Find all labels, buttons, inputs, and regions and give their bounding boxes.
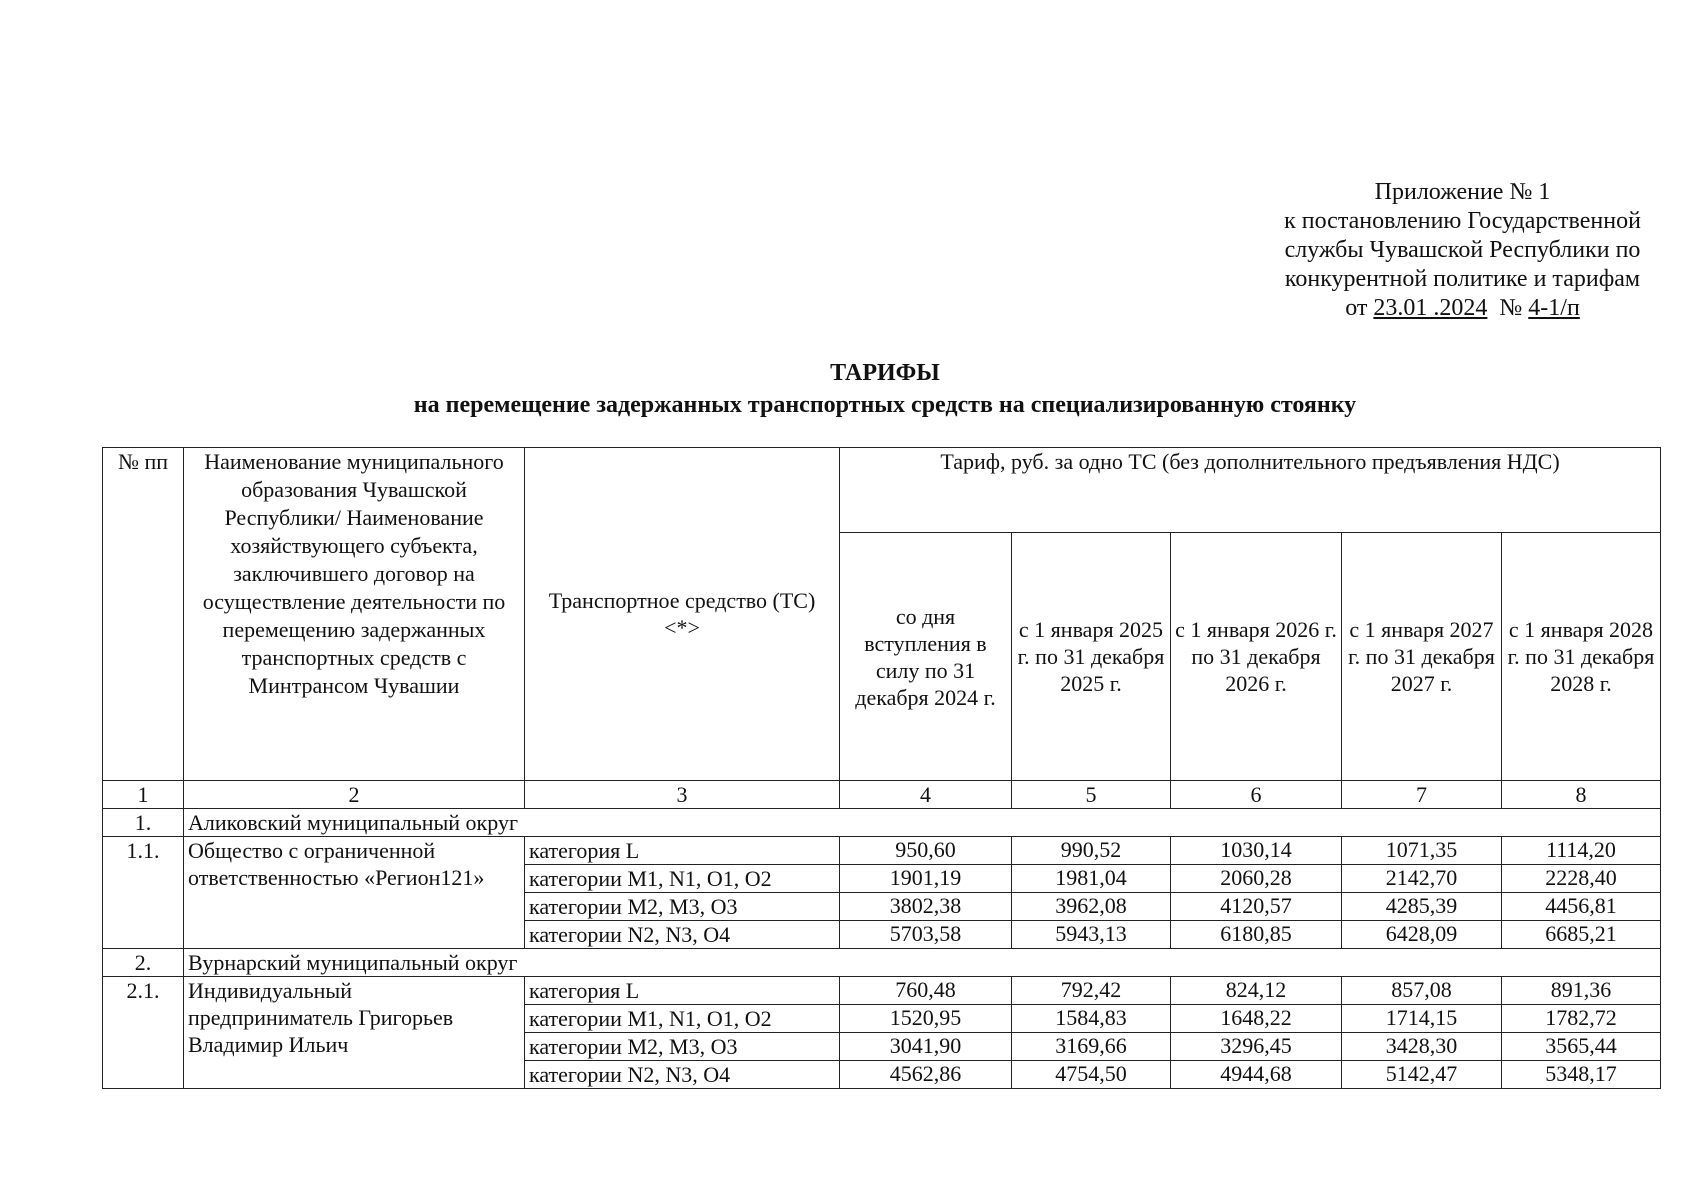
vehicle-category: категория L bbox=[525, 977, 840, 1005]
column-number-row bbox=[103, 781, 1661, 809]
tariff-value: 6685,21 bbox=[1502, 921, 1661, 949]
entity-name: Общество с ограниченной ответственностью «Регион121» bbox=[184, 837, 525, 949]
column-number: 8 bbox=[1502, 781, 1661, 809]
tariff-value: 6180,85 bbox=[1171, 921, 1342, 949]
section-row bbox=[103, 949, 1661, 977]
column-number: 2 bbox=[184, 781, 525, 809]
document-date: 23.01 .2024 bbox=[1373, 295, 1488, 321]
document-number: 4-1/п bbox=[1528, 295, 1580, 321]
column-number: 3 bbox=[525, 781, 840, 809]
header-period-5: с 1 января 2028 г. по 31 декабря 2028 г. bbox=[1502, 533, 1661, 781]
document-title: ТАРИФЫ bbox=[830, 360, 940, 386]
tariff-value: 1981,04 bbox=[1012, 865, 1171, 893]
vehicle-category: категории N2, N3, O4 bbox=[525, 1061, 840, 1089]
tariff-value: 2060,28 bbox=[1171, 865, 1342, 893]
tariff-value: 1520,95 bbox=[840, 1005, 1012, 1033]
header-num: № пп bbox=[103, 448, 184, 781]
column-number: 6 bbox=[1171, 781, 1342, 809]
tariff-value: 5703,58 bbox=[840, 921, 1012, 949]
tariff-value: 1584,83 bbox=[1012, 1005, 1171, 1033]
appendix-line-1: Приложение № 1 bbox=[1374, 179, 1551, 205]
header-name: Наименование муниципального образования Чувашской Республики/ Наименование хозяйствующего субъекта, заключившего договор на осуществление деятельности по перемещению задержанных транспортных средств с Минтрансом Чувашии bbox=[184, 448, 525, 781]
date-prefix: от bbox=[1345, 295, 1368, 321]
tariff-value: 857,08 bbox=[1342, 977, 1502, 1005]
column-number: 1 bbox=[103, 781, 184, 809]
tariff-value: 4285,39 bbox=[1342, 893, 1502, 921]
table-row bbox=[103, 977, 1661, 1005]
vehicle-category: категории M1, N1, O1, O2 bbox=[525, 865, 840, 893]
tariff-value: 4120,57 bbox=[1171, 893, 1342, 921]
vehicle-category: категория L bbox=[525, 837, 840, 865]
tariff-value: 792,42 bbox=[1012, 977, 1171, 1005]
entity-num: 2.1. bbox=[103, 977, 184, 1089]
header-period-1: со дня вступления в силу по 31 декабря 2024 г. bbox=[840, 533, 1012, 781]
tariff-table bbox=[102, 447, 1661, 1089]
tariff-value: 891,36 bbox=[1502, 977, 1661, 1005]
header-vehicle: Транспортное средство (ТС) <*> bbox=[525, 448, 840, 781]
entity-num: 1.1. bbox=[103, 837, 184, 949]
header-tariff: Тариф, руб. за одно ТС (без дополнительного предъявления НДС) bbox=[840, 448, 1661, 533]
tariff-value: 760,48 bbox=[840, 977, 1012, 1005]
tariff-value: 950,60 bbox=[840, 837, 1012, 865]
document-subtitle: на перемещение задержанных транспортных средств на специализированную стоянку bbox=[413, 392, 1357, 418]
tariff-value: 1114,20 bbox=[1502, 837, 1661, 865]
column-number: 4 bbox=[840, 781, 1012, 809]
section-name: Аликовский муниципальный округ bbox=[184, 809, 1661, 837]
tariff-value: 824,12 bbox=[1171, 977, 1342, 1005]
tariff-value: 3428,30 bbox=[1342, 1033, 1502, 1061]
tariff-value: 4754,50 bbox=[1012, 1061, 1171, 1089]
tariff-value: 5142,47 bbox=[1342, 1061, 1502, 1089]
vehicle-category: категории M1, N1, O1, O2 bbox=[525, 1005, 840, 1033]
tariff-value: 1071,35 bbox=[1342, 837, 1502, 865]
tariff-value: 3169,66 bbox=[1012, 1033, 1171, 1061]
header-period-2: с 1 января 2025 г. по 31 декабря 2025 г. bbox=[1012, 533, 1171, 781]
table-row bbox=[103, 837, 1661, 865]
column-number: 5 bbox=[1012, 781, 1171, 809]
appendix-date-line bbox=[1255, 294, 1670, 323]
tariff-value: 1030,14 bbox=[1171, 837, 1342, 865]
tariff-value: 1901,19 bbox=[840, 865, 1012, 893]
tariff-value: 2142,70 bbox=[1342, 865, 1502, 893]
tariff-value: 4944,68 bbox=[1171, 1061, 1342, 1089]
header-period-3: с 1 января 2026 г. по 31 декабря 2026 г. bbox=[1171, 533, 1342, 781]
appendix-line-3: службы Чувашской Республики по bbox=[1284, 237, 1641, 263]
header-period-4: с 1 января 2027 г. по 31 декабря 2027 г. bbox=[1342, 533, 1502, 781]
section-num: 1. bbox=[103, 809, 184, 837]
tariff-value: 1648,22 bbox=[1171, 1005, 1342, 1033]
vehicle-category: категории M2, M3, O3 bbox=[525, 1033, 840, 1061]
tariff-value: 990,52 bbox=[1012, 837, 1171, 865]
tariff-value: 5348,17 bbox=[1502, 1061, 1661, 1089]
column-number: 7 bbox=[1342, 781, 1502, 809]
vehicle-category: категории M2, M3, O3 bbox=[525, 893, 840, 921]
tariff-value: 3802,38 bbox=[840, 893, 1012, 921]
number-sign: № bbox=[1499, 295, 1523, 321]
tariff-value: 3565,44 bbox=[1502, 1033, 1661, 1061]
tariff-value: 5943,13 bbox=[1012, 921, 1171, 949]
appendix-line-4: конкурентной политике и тарифам bbox=[1284, 266, 1641, 292]
appendix-block bbox=[1255, 178, 1670, 323]
vehicle-category: категории N2, N3, O4 bbox=[525, 921, 840, 949]
tariff-value: 4456,81 bbox=[1502, 893, 1661, 921]
tariff-value: 1782,72 bbox=[1502, 1005, 1661, 1033]
section-row bbox=[103, 809, 1661, 837]
tariff-value: 3041,90 bbox=[840, 1033, 1012, 1061]
tariff-value: 3962,08 bbox=[1012, 893, 1171, 921]
header-row-top bbox=[103, 448, 1661, 533]
section-name: Вурнарский муниципальный округ bbox=[184, 949, 1661, 977]
entity-name: Индивидуальный предприниматель Григорьев Владимир Ильич bbox=[184, 977, 525, 1089]
section-num: 2. bbox=[103, 949, 184, 977]
tariff-value: 2228,40 bbox=[1502, 865, 1661, 893]
tariff-value: 4562,86 bbox=[840, 1061, 1012, 1089]
tariff-value: 1714,15 bbox=[1342, 1005, 1502, 1033]
tariff-value: 3296,45 bbox=[1171, 1033, 1342, 1061]
tariff-value: 6428,09 bbox=[1342, 921, 1502, 949]
appendix-line-2: к постановлению Государственной bbox=[1284, 208, 1641, 234]
